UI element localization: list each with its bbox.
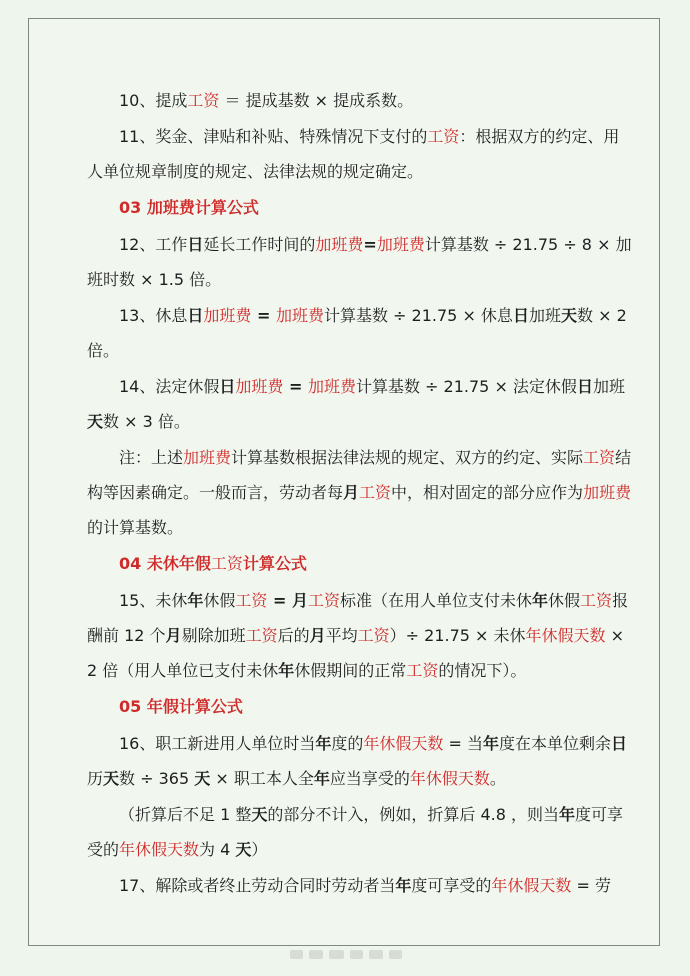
formula-15: 15、未休年休假工资 = 月工资标准（在用人单位支付未休年休假工资报酬前 12 个月剔除加班工资后的月平均工资）÷ 21.75 × 未休年休假天数 × 2 倍（用人单位已支付未休年休假期间的正常工资的情况下）。 — [87, 591, 629, 680]
watermark-signature — [290, 948, 402, 960]
formula-16: 16、职工新进用人单位时当年度的年休假天数 = 当年度在本单位剩余日历天数 ÷ 365 天 × 职工本人全年应当享受的年休假天数。 — [87, 734, 628, 788]
formula-10: 10、提成工资 ＝ 提成基数 × 提成系数。 — [119, 91, 414, 110]
section-03-heading: 03 加班费计算公式 — [119, 198, 259, 217]
section-04-heading: 04 未休年假工资计算公式 — [119, 554, 307, 573]
formula-12: 12、工作日延长工作时间的加班费=加班费计算基数 ÷ 21.75 ÷ 8 × 加班时数 × 1.5 倍。 — [87, 235, 632, 289]
overtime-note: 注：上述加班费计算基数根据法律法规的规定、双方的约定、实际工资结构等因素确定。一般而言，劳动者每月工资中，相对固定的部分应作为加班费的计算基数。 — [87, 448, 632, 537]
formula-11: 11、奖金、津贴和补贴、特殊情况下支付的工资：根据双方的约定、用人单位规章制度的规定、法律法规的规定确定。 — [87, 127, 620, 181]
formula-13: 13、休息日加班费 = 加班费计算基数 ÷ 21.75 × 休息日加班天数 × 2 倍。 — [87, 306, 627, 360]
formula-14: 14、法定休假日加班费 = 加班费计算基数 ÷ 21.75 × 法定休假日加班天数 × 3 倍。 — [87, 377, 625, 431]
document-content — [87, 83, 635, 904]
document-page — [28, 18, 660, 946]
formula-17: 17、解除或者终止劳动合同时劳动者当年度可享受的年休假天数 = 劳 — [119, 876, 612, 895]
formula-16-note: （折算后不足 1 整天的部分不计入，例如，折算后 4.8 ，则当年度可享受的年休假天数为 4 天） — [87, 805, 624, 859]
section-05-heading: 05 年假计算公式 — [119, 697, 243, 716]
